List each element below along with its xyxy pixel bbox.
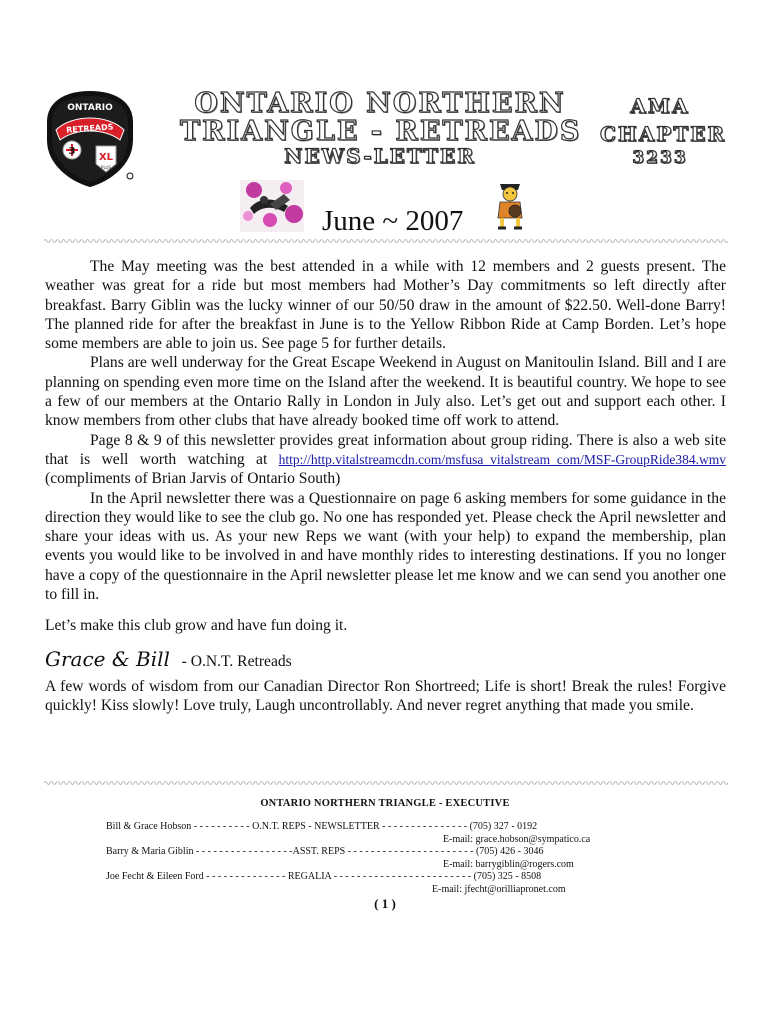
chapter-number: 3233: [632, 148, 688, 168]
paragraph-questionnaire: In the April newsletter there was a Questionnaire on page 6 asking members for some guidance in the direction they would like to see the club go. No one has responded yet. Please check the April newsletter and share your ideas with us. As your new Reps we want (with your help) to expand the membership, plan events you would like to be involved in and have monthly rides to interesting destinations. If you no longer have a copy of the questionnaire in the April newsletter please let me know and we can send you another one to fill in.: [45, 489, 726, 604]
chapter-label: CHAPTER: [600, 122, 727, 146]
logo-sub-text: PLUS: [101, 165, 111, 170]
executive-heading: ONTARIO NORTHERN TRIANGLE - EXECUTIVE: [260, 798, 510, 809]
paragraph-may-meeting: The May meeting was the best attended in a while with 12 members and 2 guests present. The weather was great for a ride but most members had Mother’s Day commitments so left directly after breakfast. Barry Giblin was the lucky winner of our 50/50 draw in the amount of $22.50. Well-done Barry! The planned ride for after the breakfast in June is to the Yellow Ribbon Ride at Camp Borden. Let’s hope some members are able to join us. See page 5 for further details.: [45, 258, 726, 353]
retreads-logo: [42, 88, 138, 188]
wavy-divider: [44, 238, 728, 244]
logo-top-text: ONTARIO: [67, 103, 113, 113]
issue-date-heading: June ~ 2007: [322, 205, 464, 237]
paragraph-wisdom: A few words of wisdom from our Canadian Director Ron Shortreed; Life is short! Break the rules! Forgive quickly! Kiss slowly! Love truly, Laugh uncontrollably. And never regret anything that made you smile.: [45, 677, 726, 715]
logo-number-text: 3: [68, 146, 76, 157]
newsletter-title-line-3: NEWS-LETTER: [284, 144, 476, 168]
signature-suffix: - O.N.T. Retreads: [181, 652, 292, 670]
executive-row: Barry & Maria Giblin - - - - - - - - - - - - - - - - -ASST. REPS - - - - - - - - - - - - - - - - - - - - - - (705) 426 - 3046: [106, 846, 544, 857]
signature-line: [45, 646, 726, 671]
executive-email: E-mail: grace.hobson@sympatico.ca: [443, 834, 591, 845]
page-number: ( 1 ): [374, 896, 396, 911]
wavy-line: [44, 240, 728, 243]
paragraph-closing: Let’s make this club grow and have fun doing it.: [45, 617, 348, 635]
paragraph-great-escape: Plans are well underway for the Great Escape Weekend in August on Manitoulin Island. Bill and I are planning on spending even more time on the Island after the weekend. It is beautiful country. We hope to see a few of our members at the Ontario Rally in London in July also. Let’s get out and support each other. I know members from other clubs that have already booked time off work to attend.: [45, 354, 726, 430]
executive-row: Joe Fecht & Eileen Ford - - - - - - - - - - - - - - REGALIA - - - - - - - - - - - - - - - - - - - - - - - - (705) 325 - 8508: [106, 871, 542, 882]
paragraph-group-riding: [45, 431, 726, 489]
ama-label: AMA: [630, 94, 690, 118]
executive-email: E-mail: jfecht@orilliapronet.com: [432, 884, 566, 895]
wavy-line: [44, 782, 728, 785]
signature: Grace & Bill: [45, 646, 170, 671]
logo-badge-text: XL: [98, 152, 114, 163]
executive-row: Bill & Grace Hobson - - - - - - - - - - O.N.T. REPS - NEWSLETTER - - - - - - - - - - - - - - - (705) 327 - 0192: [106, 821, 538, 832]
riders-photo: [240, 180, 304, 232]
newsletter-title-line-1: ONTARIO NORTHERN: [194, 88, 566, 119]
executive-email: E-mail: barrygiblin@rogers.com: [443, 859, 574, 870]
group-riding-credit: (compliments of Brian Jarvis of Ontario South): [45, 470, 341, 488]
group-riding-text: Page 8 & 9 of this newsletter provides great information about group riding. There is also a web site that is well worth watching at: [45, 431, 726, 468]
wavy-divider-bottom: [44, 780, 728, 786]
mascot-figure: [488, 178, 532, 234]
newsletter-body: [45, 257, 726, 716]
group-ride-video-link[interactable]: http://http.vitalstreamcdn.com/msfusa_vitalstream_com/MSF-GroupRide384.wmv: [278, 451, 726, 467]
newsletter-title-line-2: TRIANGLE - RETREADS: [180, 116, 582, 147]
logo-band-text: RETREADS: [65, 122, 114, 135]
